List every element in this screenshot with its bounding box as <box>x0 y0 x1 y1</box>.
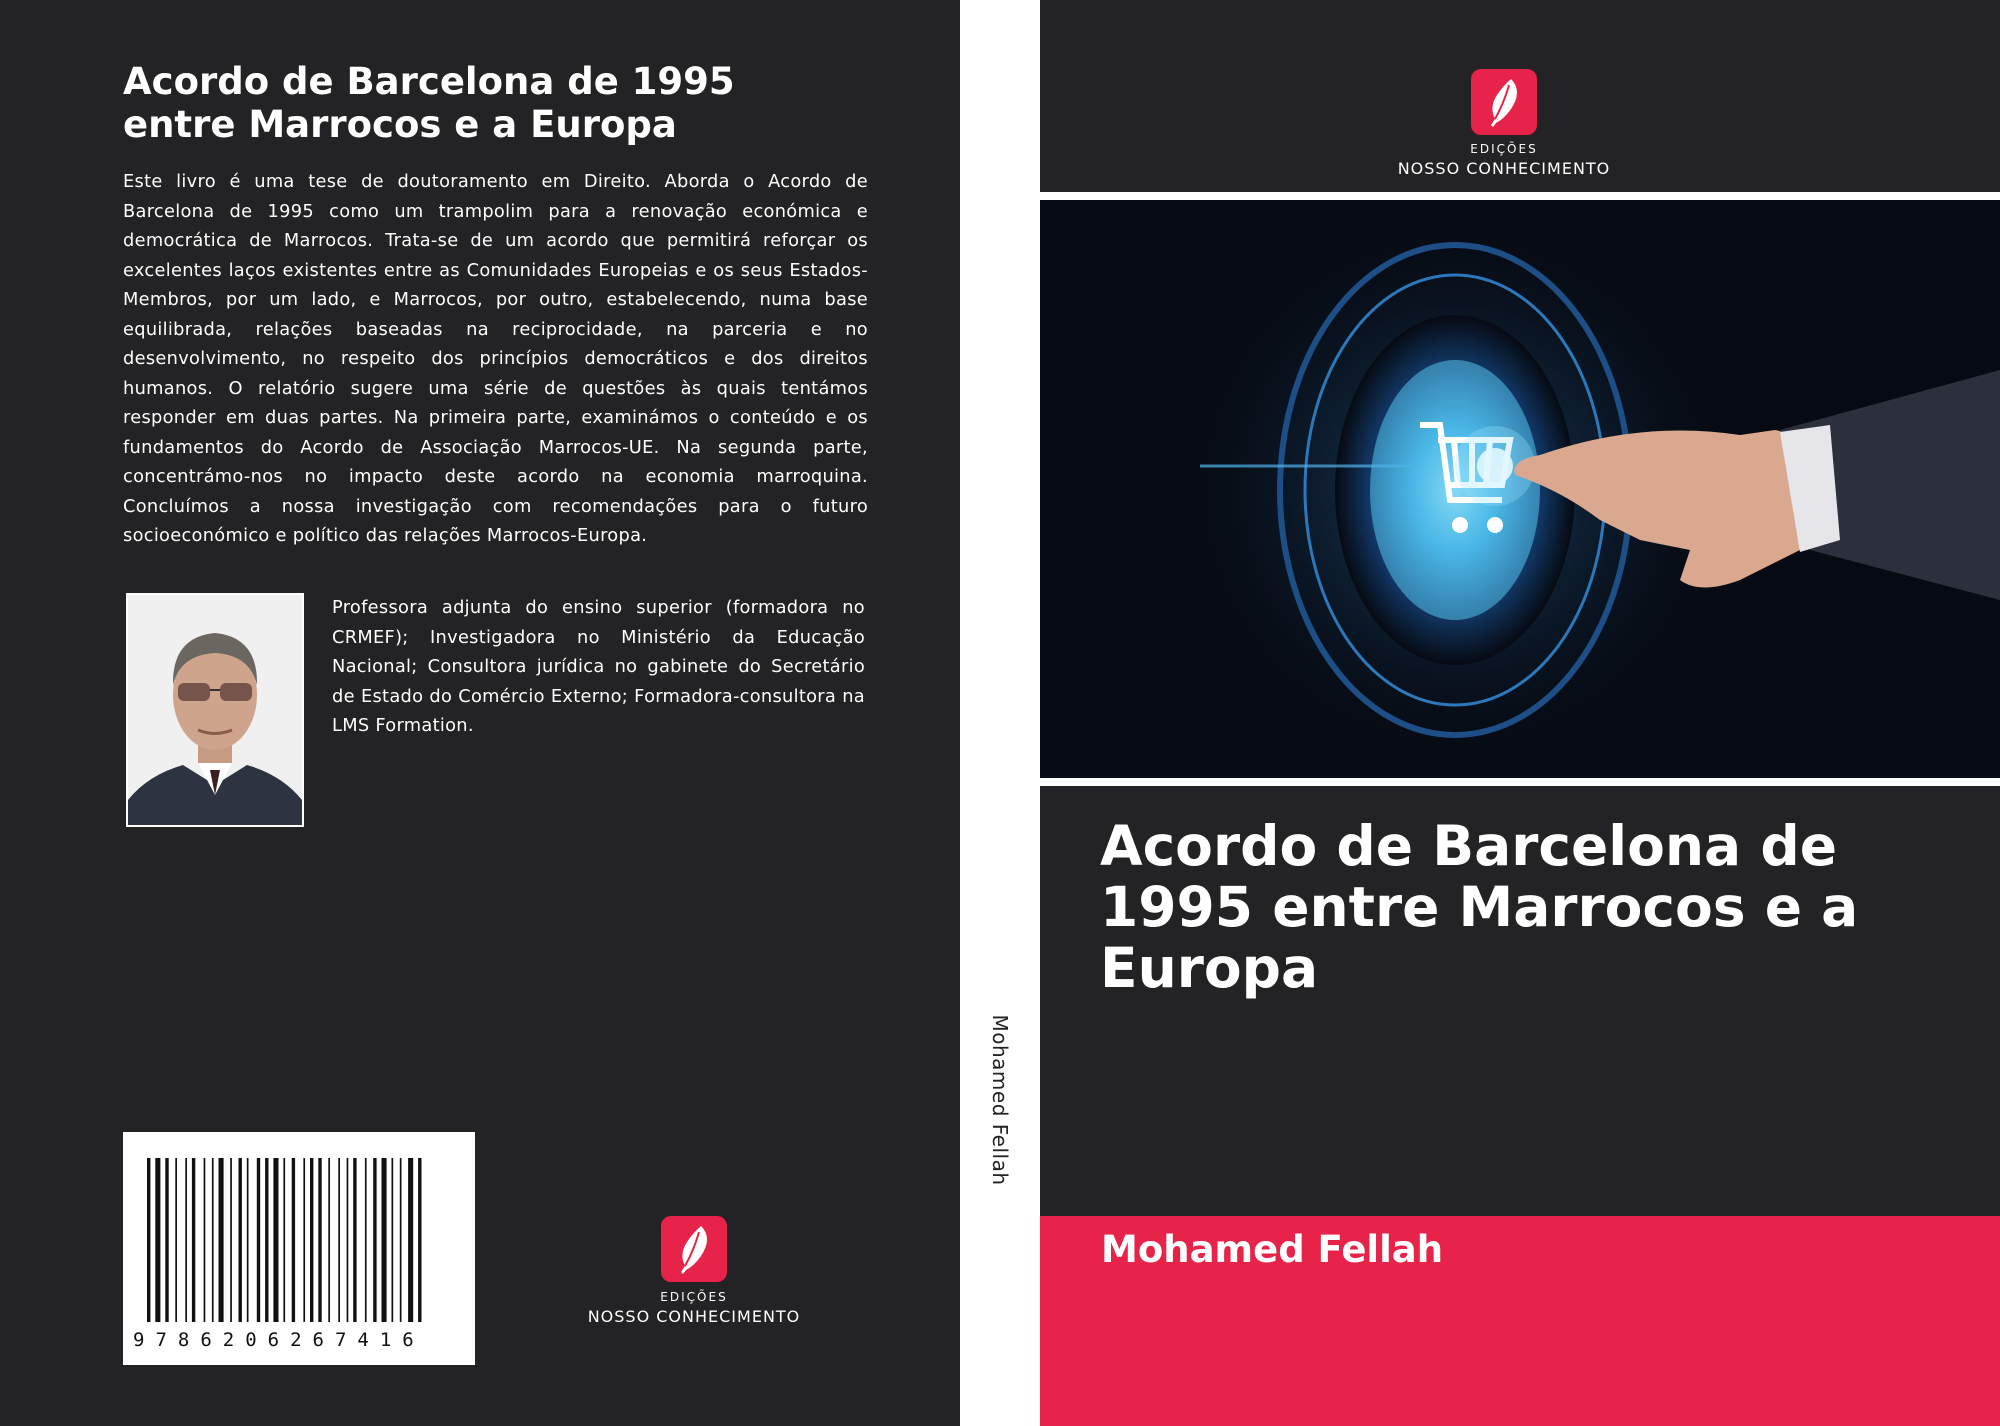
isbn-barcode <box>123 1132 475 1365</box>
back-cover-blurb: Este livro é uma tese de doutoramento em Direito. Aborda o Acordo de Barcelona de 1995 como um trampolim para a renovação económica e democrática de Marrocos. Trata-se de um acordo que permitirá reforçar os excelentes laços existentes entre as Comunidades Europeias e os seus Estados-Membros, por um lado, e Marrocos, por outro, estabelecendo, numa base equilibrada, relações baseadas na reciprocidade, na parceria e no desenvolvimento, no respeito dos princípios democráticos e dos direitos humanos. O relatório sugere uma série de questões às quais tentámos responder em duas partes. Na primeira parte, examinámos o conteúdo e os fundamentos do Acordo de Associação Marrocos-UE. Na segunda parte, concentrámo-nos no impacto deste acordo na economia marroquina. Concluímos a nossa investigação com recomendações para o futuro socioeconómico e político das relações Marrocos-Europa. <box>123 171 868 546</box>
back-cover-title: Acordo de Barcelona de 1995 entre Marrocos e a Europa <box>123 60 735 146</box>
front-cover-author: Mohamed Fellah <box>1101 1228 1444 1271</box>
author-bio: Professora adjunta do ensino superior (formadora no CRMEF); Investigadora no Ministério da Educação Nacional; Consultora jurídica no gabinete do Secretário de Estado do Comércio Externo; Formadora-consultora na LMS Formation. <box>332 597 865 736</box>
spine <box>960 0 1040 1426</box>
feather-icon <box>661 1216 727 1282</box>
isbn-digits: 9786206267416 <box>133 1329 425 1351</box>
author-photo <box>126 593 304 827</box>
spine-author: Mohamed Fellah <box>988 1014 1012 1186</box>
publisher-small-label: EDIÇÕES <box>1470 142 1538 156</box>
publisher-small-label: EDIÇÕES <box>660 1290 728 1304</box>
cover-illustration <box>1040 200 2000 778</box>
front-cover-title: Acordo de Barcelona de 1995 entre Marrocos e a Europa <box>1100 814 1859 1000</box>
feather-icon <box>1471 69 1537 135</box>
publisher-name: NOSSO CONHECIMENTO <box>1397 159 1611 178</box>
publisher-name: NOSSO CONHECIMENTO <box>587 1307 801 1326</box>
